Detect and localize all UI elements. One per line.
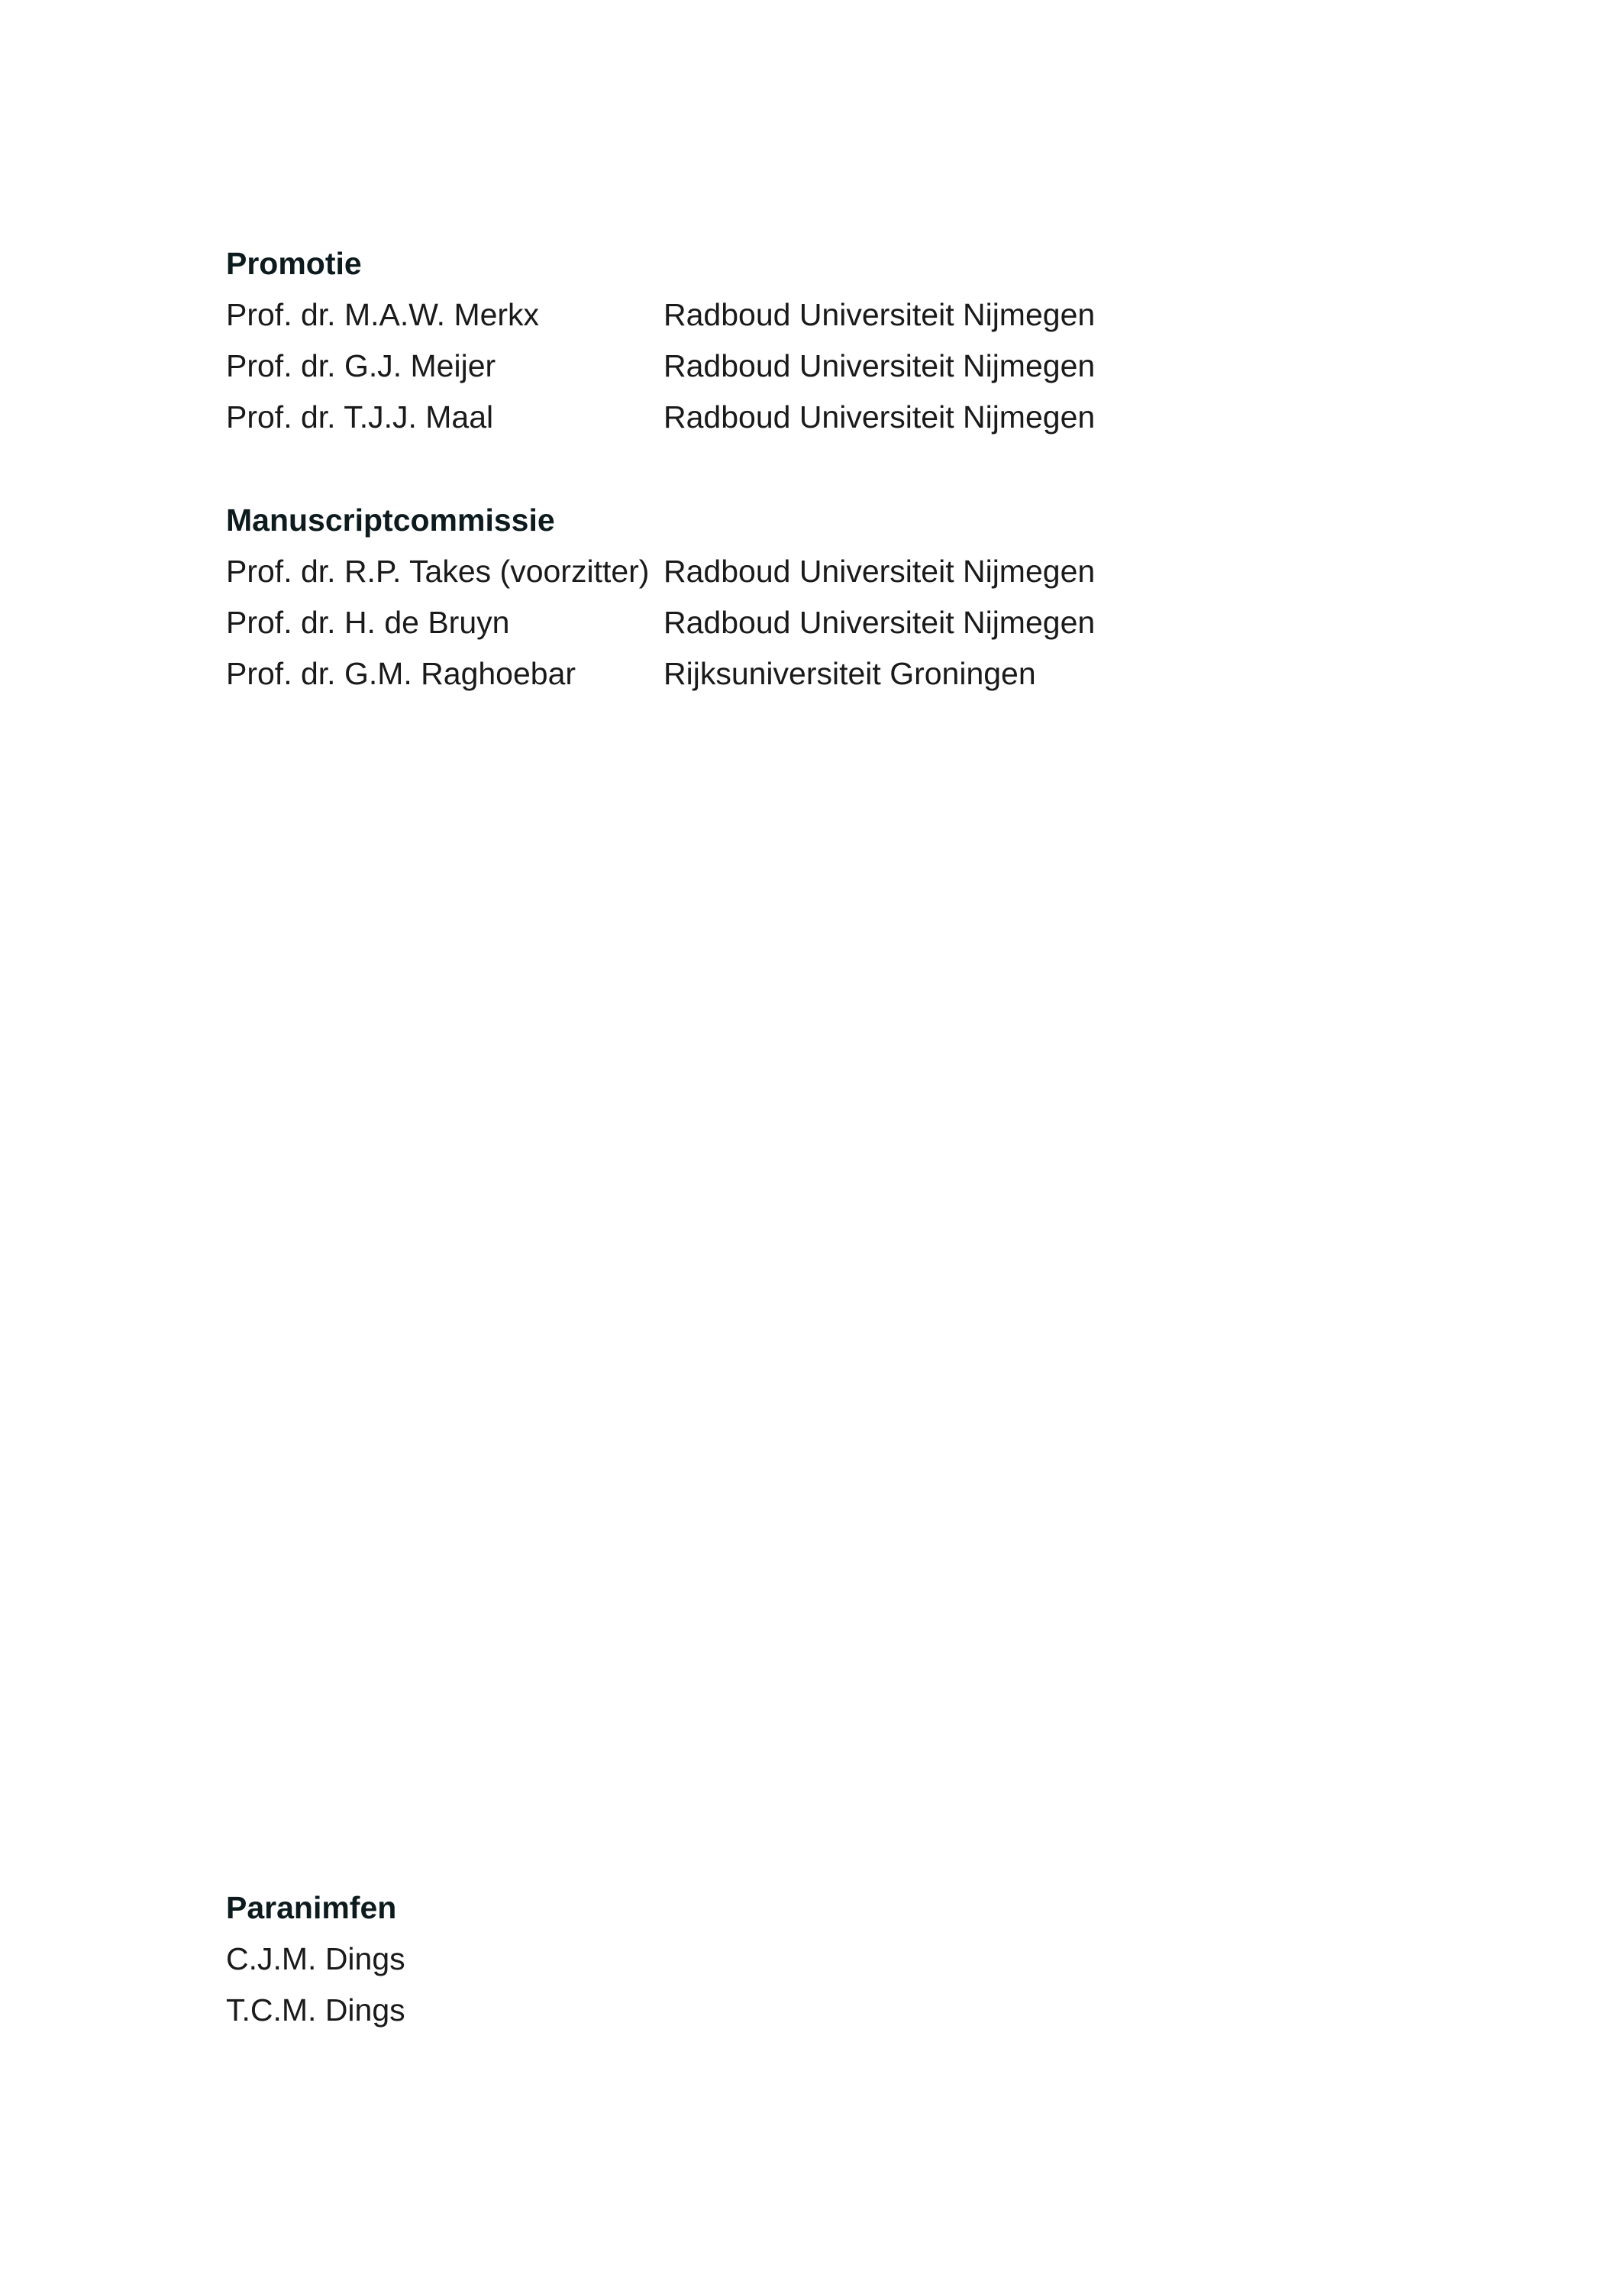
commissie-row <box>226 648 1095 700</box>
member-institution: Radboud Universiteit Nijmegen <box>663 399 1096 435</box>
commissie-row <box>226 546 1095 597</box>
member-name: Prof. dr. R.P. Takes (voorzitter) <box>226 554 650 589</box>
promotie-row <box>226 392 1095 443</box>
promotie-row <box>226 289 1095 341</box>
member-institution: Radboud Universiteit Nijmegen <box>663 297 1096 332</box>
paranimfen-heading: Paranimfen <box>226 1890 397 1925</box>
commissie-row <box>226 597 1095 648</box>
promotie-section <box>226 238 1095 443</box>
member-institution: Rijksuniversiteit Groningen <box>663 656 1036 691</box>
promotie-heading: Promotie <box>226 246 362 281</box>
member-institution: Radboud Universiteit Nijmegen <box>663 554 1096 589</box>
member-institution: Radboud Universiteit Nijmegen <box>663 348 1096 383</box>
member-name: Prof. dr. G.M. Raghoebar <box>226 656 576 691</box>
paranimfen-section <box>226 1882 405 2036</box>
member-institution: Radboud Universiteit Nijmegen <box>663 605 1096 640</box>
member-name: Prof. dr. M.A.W. Merkx <box>226 297 540 332</box>
paranimf-name: T.C.M. Dings <box>226 1992 405 2028</box>
member-name: Prof. dr. T.J.J. Maal <box>226 399 494 435</box>
promotie-row <box>226 341 1095 392</box>
member-name: Prof. dr. G.J. Meijer <box>226 348 496 383</box>
paranimf-name: C.J.M. Dings <box>226 1941 405 1976</box>
manuscriptcommissie-heading: Manuscriptcommissie <box>226 502 555 538</box>
member-name: Prof. dr. H. de Bruyn <box>226 605 510 640</box>
manuscriptcommissie-section <box>226 495 1095 700</box>
